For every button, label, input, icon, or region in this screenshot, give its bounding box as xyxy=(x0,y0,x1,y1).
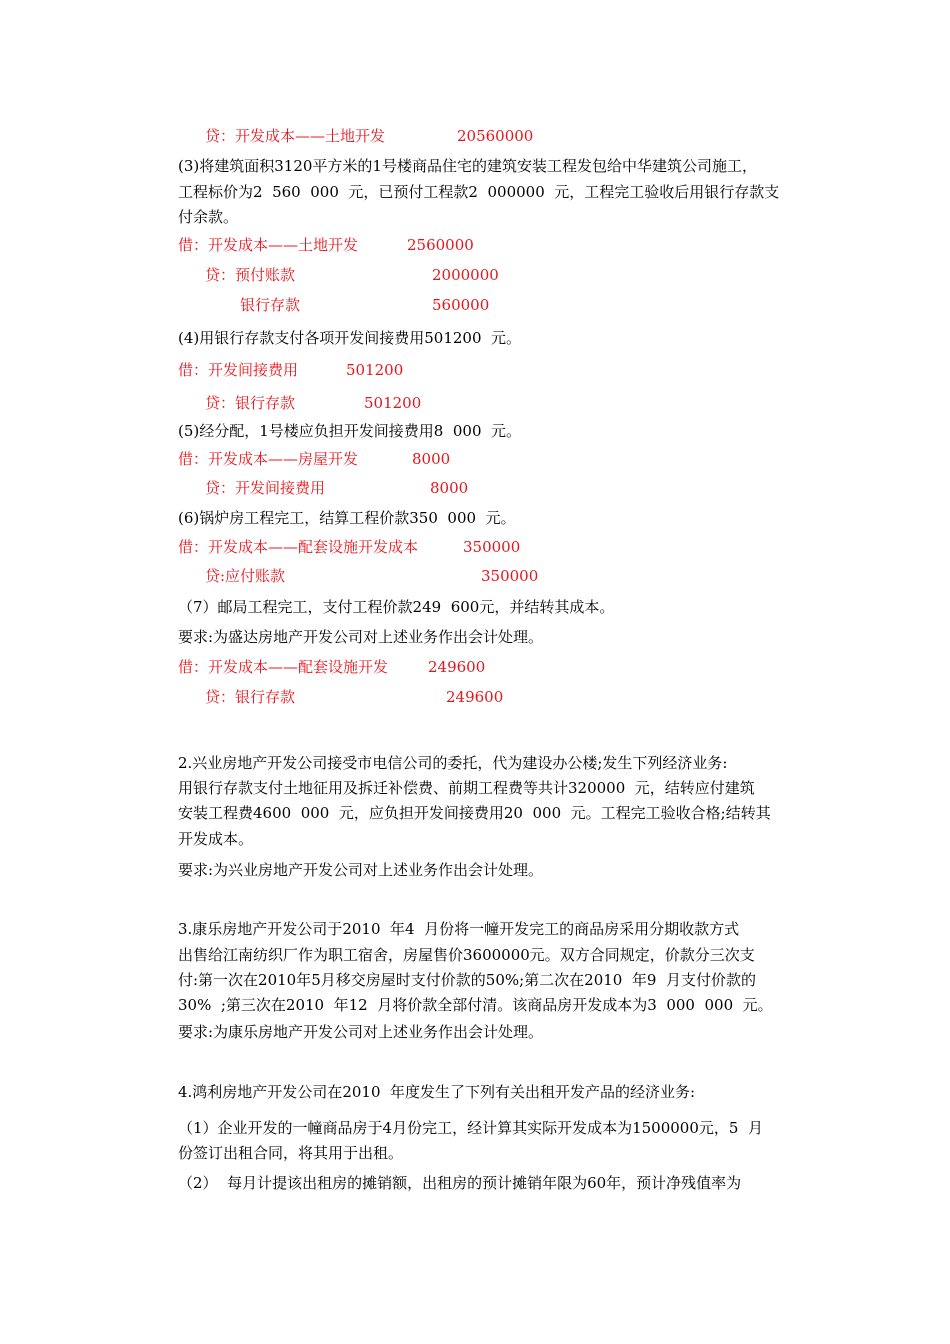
entry-amount: 350000 xyxy=(481,567,539,585)
paragraph-line: 工程标价为2 560 000 元，已预付工程款2 000000 元，工程完工验收后用银行存款支 xyxy=(178,183,780,201)
paragraph-line: 用银行存款支付土地征用及拆迁补偿费、前期工程费等共计320000 元，结转应付建筑 xyxy=(178,779,755,797)
entry-line: 贷：开发间接费用 xyxy=(205,479,326,497)
paragraph-line: (4)用银行存款支付各项开发间接费用501200 元。 xyxy=(178,329,522,347)
paragraph-line: 3.康乐房地产开发公司于2010 年4 月份将一幢开发完工的商品房采用分期收款方式 xyxy=(178,920,740,938)
entry-amount: 501200 xyxy=(364,394,422,412)
entry-line: 借：开发成本——配套设施开发成本 xyxy=(178,538,419,556)
entry-amount: 249600 xyxy=(428,658,486,676)
paragraph-line: 付:第一次在2010年5月移交房屋时支付价款的50%;第二次在2010 年9 月支付价款的 xyxy=(178,971,756,989)
entry-amount: 20560000 xyxy=(457,127,534,145)
paragraph-line: 要求:为康乐房地产开发公司对上述业务作出会计处理。 xyxy=(178,1023,544,1041)
entry-line: 银行存款 xyxy=(240,296,301,314)
entry-amount: 2560000 xyxy=(407,236,474,254)
paragraph-line: 要求:为兴业房地产开发公司对上述业务作出会计处理。 xyxy=(178,861,544,879)
paragraph-line: (5)经分配，1号楼应负担开发间接费用8 000 元。 xyxy=(178,422,522,440)
entry-line: 借：开发成本——配套设施开发 xyxy=(178,658,389,676)
entry-line: 贷：预付账款 xyxy=(205,266,296,284)
paragraph-line: （2） 每月计提该出租房的摊销额，出租房的预计摊销年限为60年，预计净残值率为 xyxy=(178,1174,742,1192)
paragraph-line: 出售给江南纺织厂作为职工宿舍，房屋售价3600000元。双方合同规定，价款分三次支 xyxy=(178,946,755,964)
entry-amount: 8000 xyxy=(412,450,451,468)
entry-line: 借：开发成本——土地开发 xyxy=(178,236,359,254)
paragraph-line: 开发成本。 xyxy=(178,830,254,848)
paragraph-line: 4.鸿利房地产开发公司在2010 年度发生了下列有关出租开发产品的经济业务: xyxy=(178,1083,696,1101)
entry-amount: 8000 xyxy=(430,479,469,497)
paragraph-line: 30% ;第三次在2010 年12 月将价款全部付清。该商品房开发成本为3 000 000 元。 xyxy=(178,996,773,1014)
entry-line: 借：开发间接费用 xyxy=(178,361,299,379)
entry-line: 贷：银行存款 xyxy=(205,688,296,706)
entry-amount: 560000 xyxy=(432,296,490,314)
entry-amount: 249600 xyxy=(446,688,504,706)
paragraph-line: 付余款。 xyxy=(178,208,239,226)
paragraph-line: 2.兴业房地产开发公司接受市电信公司的委托，代为建设办公楼;发生下列经济业务: xyxy=(178,754,728,772)
entry-amount: 350000 xyxy=(463,538,521,556)
paragraph-line: 安装工程费4600 000 元，应负担开发间接费用20 000 元。工程完工验收合格;结转其 xyxy=(178,804,771,822)
entry-text: 贷：开发成本——土地开发 xyxy=(205,127,386,145)
entry-line: 贷:应付账款 xyxy=(205,567,286,585)
paragraph-line: （1）企业开发的一幢商品房于4月份完工，经计算其实际开发成本为1500000元，5 月 xyxy=(178,1119,763,1137)
entry-credit-land-dev xyxy=(205,126,385,146)
entry-line: 借：开发成本——房屋开发 xyxy=(178,450,359,468)
entry-line: 贷：银行存款 xyxy=(205,394,296,412)
paragraph-line: (6)锅炉房工程完工，结算工程价款350 000 元。 xyxy=(178,509,516,527)
paragraph-line: (3)将建筑面积3120平方米的1号楼商品住宅的建筑安装工程发包给中华建筑公司施工， xyxy=(178,157,757,175)
entry-amount: 501200 xyxy=(346,361,404,379)
paragraph-line: （7）邮局工程完工，支付工程价款249 600元，并结转其成本。 xyxy=(178,598,615,616)
paragraph-line: 份签订出租合同，将其用于出租。 xyxy=(178,1144,404,1162)
entry-amount: 2000000 xyxy=(432,266,499,284)
paragraph-line: 要求:为盛达房地产开发公司对上述业务作出会计处理。 xyxy=(178,628,544,646)
